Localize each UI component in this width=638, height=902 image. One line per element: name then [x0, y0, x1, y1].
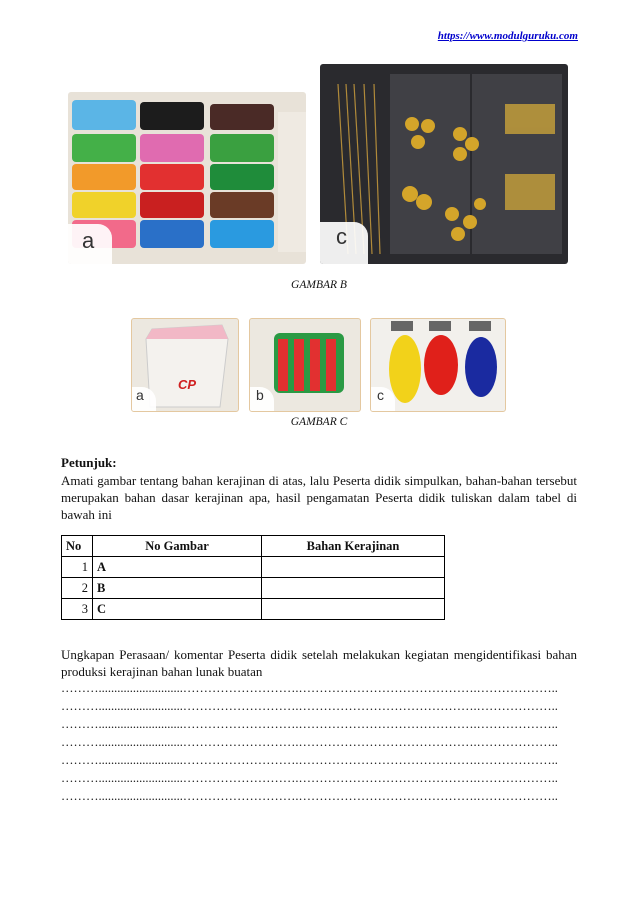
row-bahan-input[interactable] [262, 578, 445, 599]
col-header-gambar: No Gambar [93, 536, 262, 557]
row-gambar: C [93, 599, 262, 620]
polymer-clay-block-photo [249, 318, 361, 412]
beads-wires-photo [320, 64, 568, 264]
row-no: 1 [62, 557, 93, 578]
table-row [62, 557, 445, 578]
row-gambar: B [93, 578, 262, 599]
row-gambar: A [93, 557, 262, 578]
clay-blocks-photo [68, 92, 306, 264]
flour-bag-photo [131, 318, 239, 412]
table-row [62, 578, 445, 599]
photo-label-b: b [256, 387, 264, 403]
caption-gambar-b: GAMBAR B [291, 279, 347, 291]
answer-line[interactable]: ………...........................……………………….…………………………………….……………….. [61, 735, 558, 749]
reflection-prompt: Ungkapan Perasaan/ komentar Peserta didik setelah melakukan kegiatan mengidentifikasi bahan produksi kerajinan bahan lunak buatan [61, 647, 577, 679]
bag-logo: CP [178, 377, 197, 392]
answer-line[interactable]: ………...........................……………………….…………………………………….……………….. [61, 789, 558, 803]
row-no: 3 [62, 599, 93, 620]
photo-label-a: a [136, 387, 144, 403]
answer-line[interactable]: ………...........................……………………….…………………………………….……………….. [61, 771, 558, 785]
photo-label-c: c [377, 387, 384, 403]
instructions-text: Amati gambar tentang bahan kerajinan di atas, lalu Peserta didik simpulkan, bahan-bahan tersebut merupakan bahan dasar kerajinan apa, hasil pengamatan Peserta didik tuliskan dalam tabel di bawah ini [61, 473, 577, 522]
row-no: 2 [62, 578, 93, 599]
table-row [62, 599, 445, 620]
row-bahan-input[interactable] [262, 599, 445, 620]
website-url[interactable]: https://www.modulguruku.com [437, 30, 578, 42]
instructions-heading: Petunjuk: [61, 455, 117, 470]
paint-tubes-photo [370, 318, 506, 412]
col-header-no: No [62, 536, 93, 557]
table-header-row [62, 536, 445, 557]
answer-line[interactable]: ………...........................……………………….…………………………………….……………….. [61, 717, 558, 731]
observation-table [61, 535, 445, 620]
photo-label-c: c [336, 224, 347, 249]
answer-line[interactable]: ………...........................……………………….…………………………………….……………….. [61, 753, 558, 767]
photo-label-a: a [82, 228, 95, 253]
answer-line[interactable]: ………...........................……………………….…………………………………….……………….. [61, 699, 558, 713]
row-bahan-input[interactable] [262, 557, 445, 578]
col-header-bahan: Bahan Kerajinan [262, 536, 445, 557]
caption-gambar-c: GAMBAR C [290, 416, 348, 428]
answer-line[interactable]: ………...........................……………………….…………………………………….……………….. [61, 681, 558, 695]
